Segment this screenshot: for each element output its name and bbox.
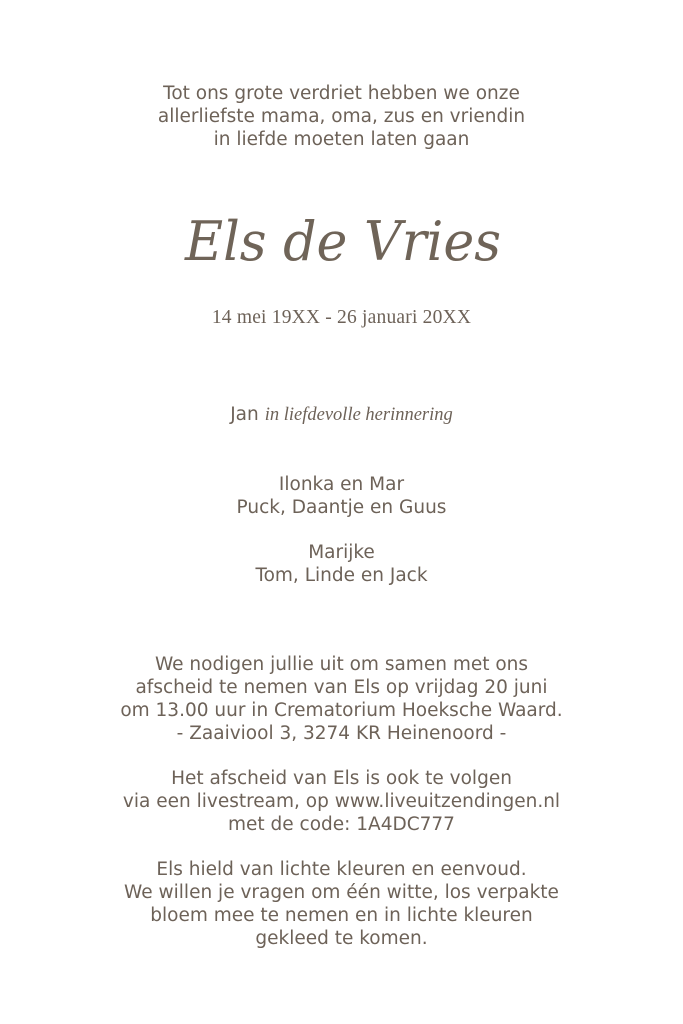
partner-note: in liefdevolle herinnering <box>264 405 453 425</box>
flowers-line: bloem mee te nemen en in lichte kleuren <box>150 905 533 926</box>
family-line: Ilonka en Mar <box>278 474 405 495</box>
partner-name: Jan <box>230 404 259 425</box>
intro-line: allerliefste mama, oma, zus en vriendin <box>157 106 526 127</box>
family-group-2 <box>0 541 683 587</box>
flowers-line: gekleed te komen. <box>255 928 428 949</box>
flowers-line: Els hield van lichte kleuren en eenvoud. <box>156 859 527 880</box>
family-group-1 <box>0 473 683 519</box>
flowers-line: We willen je vragen om één witte, los verpakte <box>124 882 559 903</box>
livestream-line: met de code: 1A4DC777 <box>228 814 455 835</box>
invitation-line: - Zaaiviool 3, 3274 KR Heinenoord - <box>176 723 507 744</box>
invitation-line: afscheid te nemen van Els op vrijdag 20 juni <box>135 677 548 698</box>
intro-line: in liefde moeten laten gaan <box>213 129 470 150</box>
family-line: Puck, Daantje en Guus <box>236 497 447 518</box>
deceased-name-script <box>175 196 511 292</box>
life-dates <box>0 306 683 330</box>
deceased-name: Els de Vries <box>184 210 501 273</box>
partner-line <box>0 403 683 427</box>
flowers-request-text <box>0 858 683 950</box>
invitation-text <box>0 653 683 745</box>
family-line: Tom, Linde en Jack <box>255 565 428 586</box>
family-line: Marijke <box>308 542 375 563</box>
livestream-line: via een livestream, op www.liveuitzendingen.nl <box>122 791 561 812</box>
livestream-line: Het afscheid van Els is ook te volgen <box>171 768 512 789</box>
intro-text <box>0 82 683 151</box>
livestream-text <box>0 767 683 836</box>
intro-line: Tot ons grote verdriet hebben we onze <box>163 83 520 104</box>
invitation-line: We nodigen jullie uit om samen met ons <box>154 654 529 675</box>
invitation-line: om 13.00 uur in Crematorium Hoeksche Waard. <box>120 700 563 721</box>
life-dates-text: 14 mei 19XX - 26 januari 20XX <box>211 307 472 328</box>
